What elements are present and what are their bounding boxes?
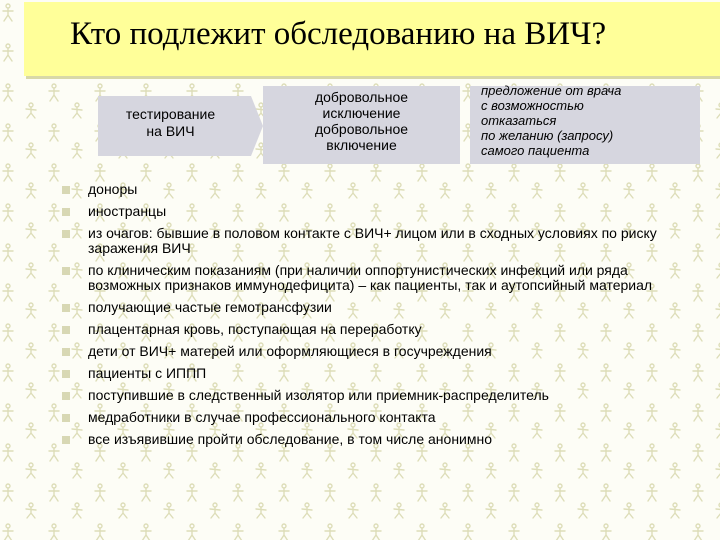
list-item-text: иностранцы [88,203,167,219]
voluntary-line-4: включение [326,137,397,153]
bullet-icon [62,348,70,356]
bullet-icon [62,186,70,194]
list-item-text: плацентарная кровь, поступающая на переработку [88,321,422,337]
list-item [62,344,702,359]
list-item-text: по клиническим показаниям (при наличии оппортунистических инфекций или ряда возможных признаков иммунодефицита) – как пациенты, так и аутопсийный материал [88,262,653,293]
list-item [62,263,702,293]
screening-groups-list [62,182,702,454]
offer-box-label [481,83,696,158]
list-item [62,388,702,403]
bullet-icon [62,208,70,216]
bullet-icon [62,436,70,444]
list-item-text: получающие частые гемотрансфузии [88,299,332,315]
list-item-text: доноры [88,181,138,197]
bullet-icon [62,414,70,422]
list-item-text: пациенты с ИППП [88,365,207,381]
bullet-icon [62,230,70,238]
voluntary-line-1: добровольное [314,89,409,105]
voluntary-box-label [263,89,460,153]
list-item [62,204,702,219]
testing-line-2: на ВИЧ [146,123,195,139]
bullet-icon [62,392,70,400]
offer-line-4: по желанию (запросу) [481,128,614,143]
offer-line-3: отказаться [481,113,557,128]
list-item-text: из очагов: бывшие в половом контакте с ВИЧ+ лицом или в сходных условиях по риску заражения ВИЧ [88,225,657,256]
bullet-icon [62,267,70,275]
list-item [62,322,702,337]
testing-line-1: тестирование [125,106,216,122]
bullet-icon [62,370,70,378]
chevron-arrow-icon [243,96,263,156]
list-item-text: все изъявившие пройти обследование, в том числе анонимно [88,431,493,447]
offer-line-1: предложение от врача [481,83,622,98]
offer-line-2: с возможностью [481,98,584,113]
list-item [62,182,702,197]
list-item [62,300,702,315]
list-item [62,226,702,256]
list-item [62,432,702,447]
testing-box-label [98,106,243,140]
list-item [62,410,702,425]
list-item-text: дети от ВИЧ+ матерей или оформляющиеся в госучреждения [88,343,492,359]
bullet-icon [62,304,70,312]
voluntary-line-3: добровольное [314,121,409,137]
voluntary-line-2: исключение [322,105,401,121]
list-item [62,366,702,381]
list-item-text: поступившие в следственный изолятор или приемник-распределитель [88,387,549,403]
offer-line-5: самого пациента [481,143,590,158]
bullet-icon [62,326,70,334]
list-item-text: медработники в случае профессионального контакта [88,409,436,425]
slide-title: Кто подлежит обследованию на ВИЧ? [70,16,607,52]
